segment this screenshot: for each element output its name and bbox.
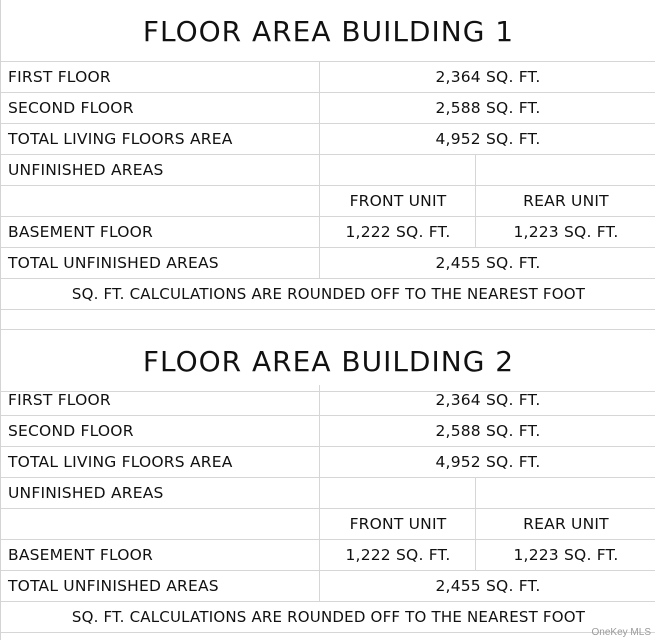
b1-second-floor-value: 2,588 SQ. FT.	[435, 99, 541, 117]
building-2-title: FLOOR AREA BUILDING 2	[142, 345, 515, 378]
b2-first-floor-label: FIRST FLOOR	[8, 391, 111, 409]
b1-total-unfinished-value: 2,455 SQ. FT.	[435, 254, 541, 272]
building-1-title-row	[1, 0, 655, 62]
b2-unit-header-row	[1, 509, 655, 540]
b2-total-living-row	[1, 447, 655, 478]
b1-rounding-note: SQ. FT. CALCULATIONS ARE ROUNDED OFF TO THE NEAREST FOOT	[71, 285, 586, 303]
b2-total-living-label: TOTAL LIVING FLOORS AREA	[8, 453, 233, 471]
b2-second-floor-value: 2,588 SQ. FT.	[435, 422, 541, 440]
b2-rear-unit-header: REAR UNIT	[523, 515, 609, 533]
b2-basement-row	[1, 540, 655, 571]
b2-basement-front: 1,222 SQ. FT.	[345, 546, 451, 564]
b1-total-living-label: TOTAL LIVING FLOORS AREA	[8, 130, 233, 148]
b1-front-unit-header: FRONT UNIT	[349, 192, 447, 210]
b2-basement-label: BASEMENT FLOOR	[8, 546, 153, 564]
b1-rear-unit-header: REAR UNIT	[523, 192, 609, 210]
b2-front-unit-header: FRONT UNIT	[349, 515, 447, 533]
b1-first-floor-value: 2,364 SQ. FT.	[435, 68, 541, 86]
blank-row	[1, 310, 655, 330]
b2-first-floor-value: 2,364 SQ. FT.	[435, 391, 541, 409]
b2-unfinished-label: UNFINISHED AREAS	[8, 484, 164, 502]
b1-unit-header-row	[1, 186, 655, 217]
b1-basement-row	[1, 217, 655, 248]
b1-total-living-row	[1, 124, 655, 155]
b2-total-living-value: 4,952 SQ. FT.	[435, 453, 541, 471]
b2-total-unfinished-label: TOTAL UNFINISHED AREAS	[8, 577, 219, 595]
b2-note-row	[1, 602, 655, 633]
b2-total-unfinished-value: 2,455 SQ. FT.	[435, 577, 541, 595]
b1-basement-front: 1,222 SQ. FT.	[345, 223, 451, 241]
b2-second-floor-label: SECOND FLOOR	[8, 422, 134, 440]
building-1-title: FLOOR AREA BUILDING 1	[142, 15, 515, 48]
b1-total-unfinished-label: TOTAL UNFINISHED AREAS	[8, 254, 219, 272]
b1-first-floor-label: FIRST FLOOR	[8, 68, 111, 86]
building-2-title-row	[1, 330, 655, 392]
b1-note-row	[1, 279, 655, 310]
b2-basement-rear: 1,223 SQ. FT.	[513, 546, 619, 564]
b2-rounding-note: SQ. FT. CALCULATIONS ARE ROUNDED OFF TO THE NEAREST FOOT	[71, 608, 586, 626]
b1-total-unfinished-row	[1, 248, 655, 279]
b1-first-floor-row	[1, 62, 655, 93]
b1-unfinished-label: UNFINISHED AREAS	[8, 161, 164, 179]
b1-basement-label: BASEMENT FLOOR	[8, 223, 153, 241]
b2-first-floor-row	[1, 385, 655, 416]
b1-second-floor-row	[1, 93, 655, 124]
b1-total-living-value: 4,952 SQ. FT.	[435, 130, 541, 148]
b2-total-unfinished-row	[1, 571, 655, 602]
b2-unfinished-row	[1, 478, 655, 509]
b1-unfinished-row	[1, 155, 655, 186]
b2-second-floor-row	[1, 416, 655, 447]
b1-basement-rear: 1,223 SQ. FT.	[513, 223, 619, 241]
b1-second-floor-label: SECOND FLOOR	[8, 99, 134, 117]
onekey-mls-watermark: OneKey MLS	[591, 627, 651, 638]
